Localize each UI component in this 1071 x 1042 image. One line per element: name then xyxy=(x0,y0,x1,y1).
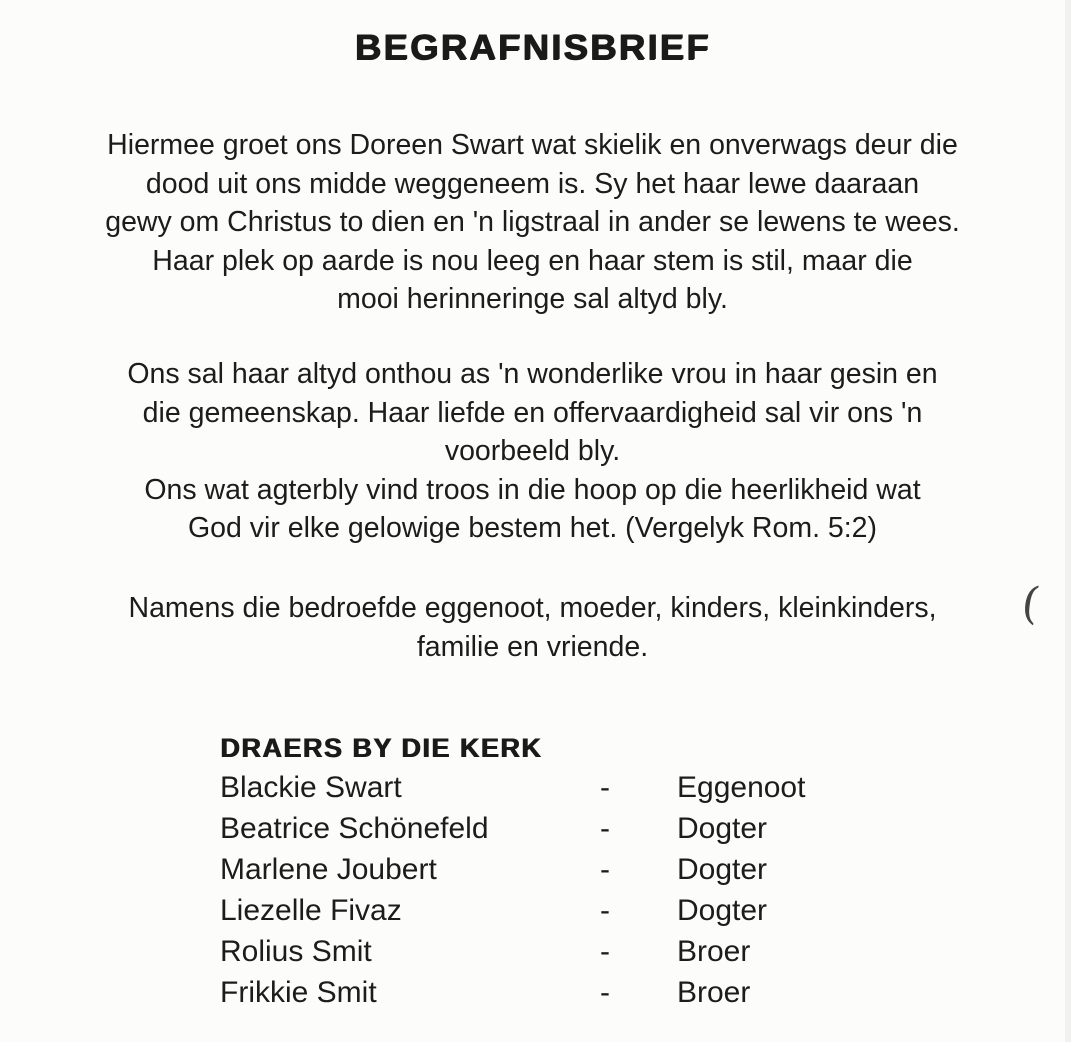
bearer-relation: Eggenoot xyxy=(677,771,806,804)
bearer-row xyxy=(220,890,920,931)
paragraph-line: Namens die bedroefde eggenoot, moeder, kinders, kleinkinders, xyxy=(128,592,937,624)
paragraph-line: Ons wat agterbly vind troos in die hoop op die heerlikheid wat xyxy=(144,473,921,506)
paragraph-line: dood uit ons midde weggeneem is. Sy het haar lewe daaraan xyxy=(145,167,920,200)
bearer-dash: - xyxy=(600,812,610,845)
paragraph-line: Hiermee groet ons Doreen Swart wat skielik en onverwags deur die xyxy=(107,129,958,161)
margin-bracket-mark: ( xyxy=(1018,577,1043,630)
document-title: BEGRAFNISBRIEF xyxy=(354,28,711,67)
bearer-row xyxy=(220,931,920,972)
bearer-row xyxy=(220,808,920,849)
bearer-name: Blackie Swart xyxy=(220,771,402,804)
paragraph-remembrance xyxy=(20,355,1045,548)
bearer-name: Rolius Smit xyxy=(220,935,372,968)
bearer-name: Beatrice Schönefeld xyxy=(220,812,489,845)
paragraph-farewell xyxy=(20,126,1045,319)
bearers-heading: DRAERS BY DIE KERK xyxy=(220,733,543,763)
bearer-relation: Broer xyxy=(677,935,751,968)
paragraph-line: Haar plek op aarde is nou leeg en haar stem is stil, maar die xyxy=(152,244,913,277)
bearer-relation: Dogter xyxy=(677,894,768,927)
paragraph-line: die gemeenskap. Haar liefde en offervaardigheid sal vir ons 'n xyxy=(142,396,923,429)
bearer-dash: - xyxy=(600,771,610,804)
bearer-dash: - xyxy=(600,853,610,886)
bearer-name: Liezelle Fivaz xyxy=(220,894,402,927)
bearer-relation: Dogter xyxy=(677,853,768,886)
bearer-dash: - xyxy=(600,976,610,1009)
bearer-relation: Dogter xyxy=(677,812,768,845)
paragraph-on-behalf xyxy=(20,589,1045,666)
bearer-name: Marlene Joubert xyxy=(220,853,437,886)
bearer-dash: - xyxy=(600,894,610,927)
bearer-row xyxy=(220,849,920,890)
bearer-name: Frikkie Smit xyxy=(220,976,377,1009)
paragraph-line: Ons sal haar altyd onthou as 'n wonderlike vrou in haar gesin en xyxy=(127,358,938,390)
paragraph-line: God vir elke gelowige bestem het. (Vergelyk Rom. 5:2) xyxy=(187,512,878,544)
bearer-row xyxy=(220,767,920,808)
bearer-row xyxy=(220,972,920,1013)
bearer-relation: Broer xyxy=(677,976,751,1009)
paragraph-line: gewy om Christus to dien en 'n ligstraal in ander se lewens te wees. xyxy=(105,206,960,238)
paragraph-line: familie en vriende. xyxy=(416,630,649,663)
paragraph-line: voorbeeld bly. xyxy=(444,435,621,467)
bearer-dash: - xyxy=(600,935,610,968)
paragraph-line: mooi herinneringe sal altyd bly. xyxy=(337,283,728,315)
